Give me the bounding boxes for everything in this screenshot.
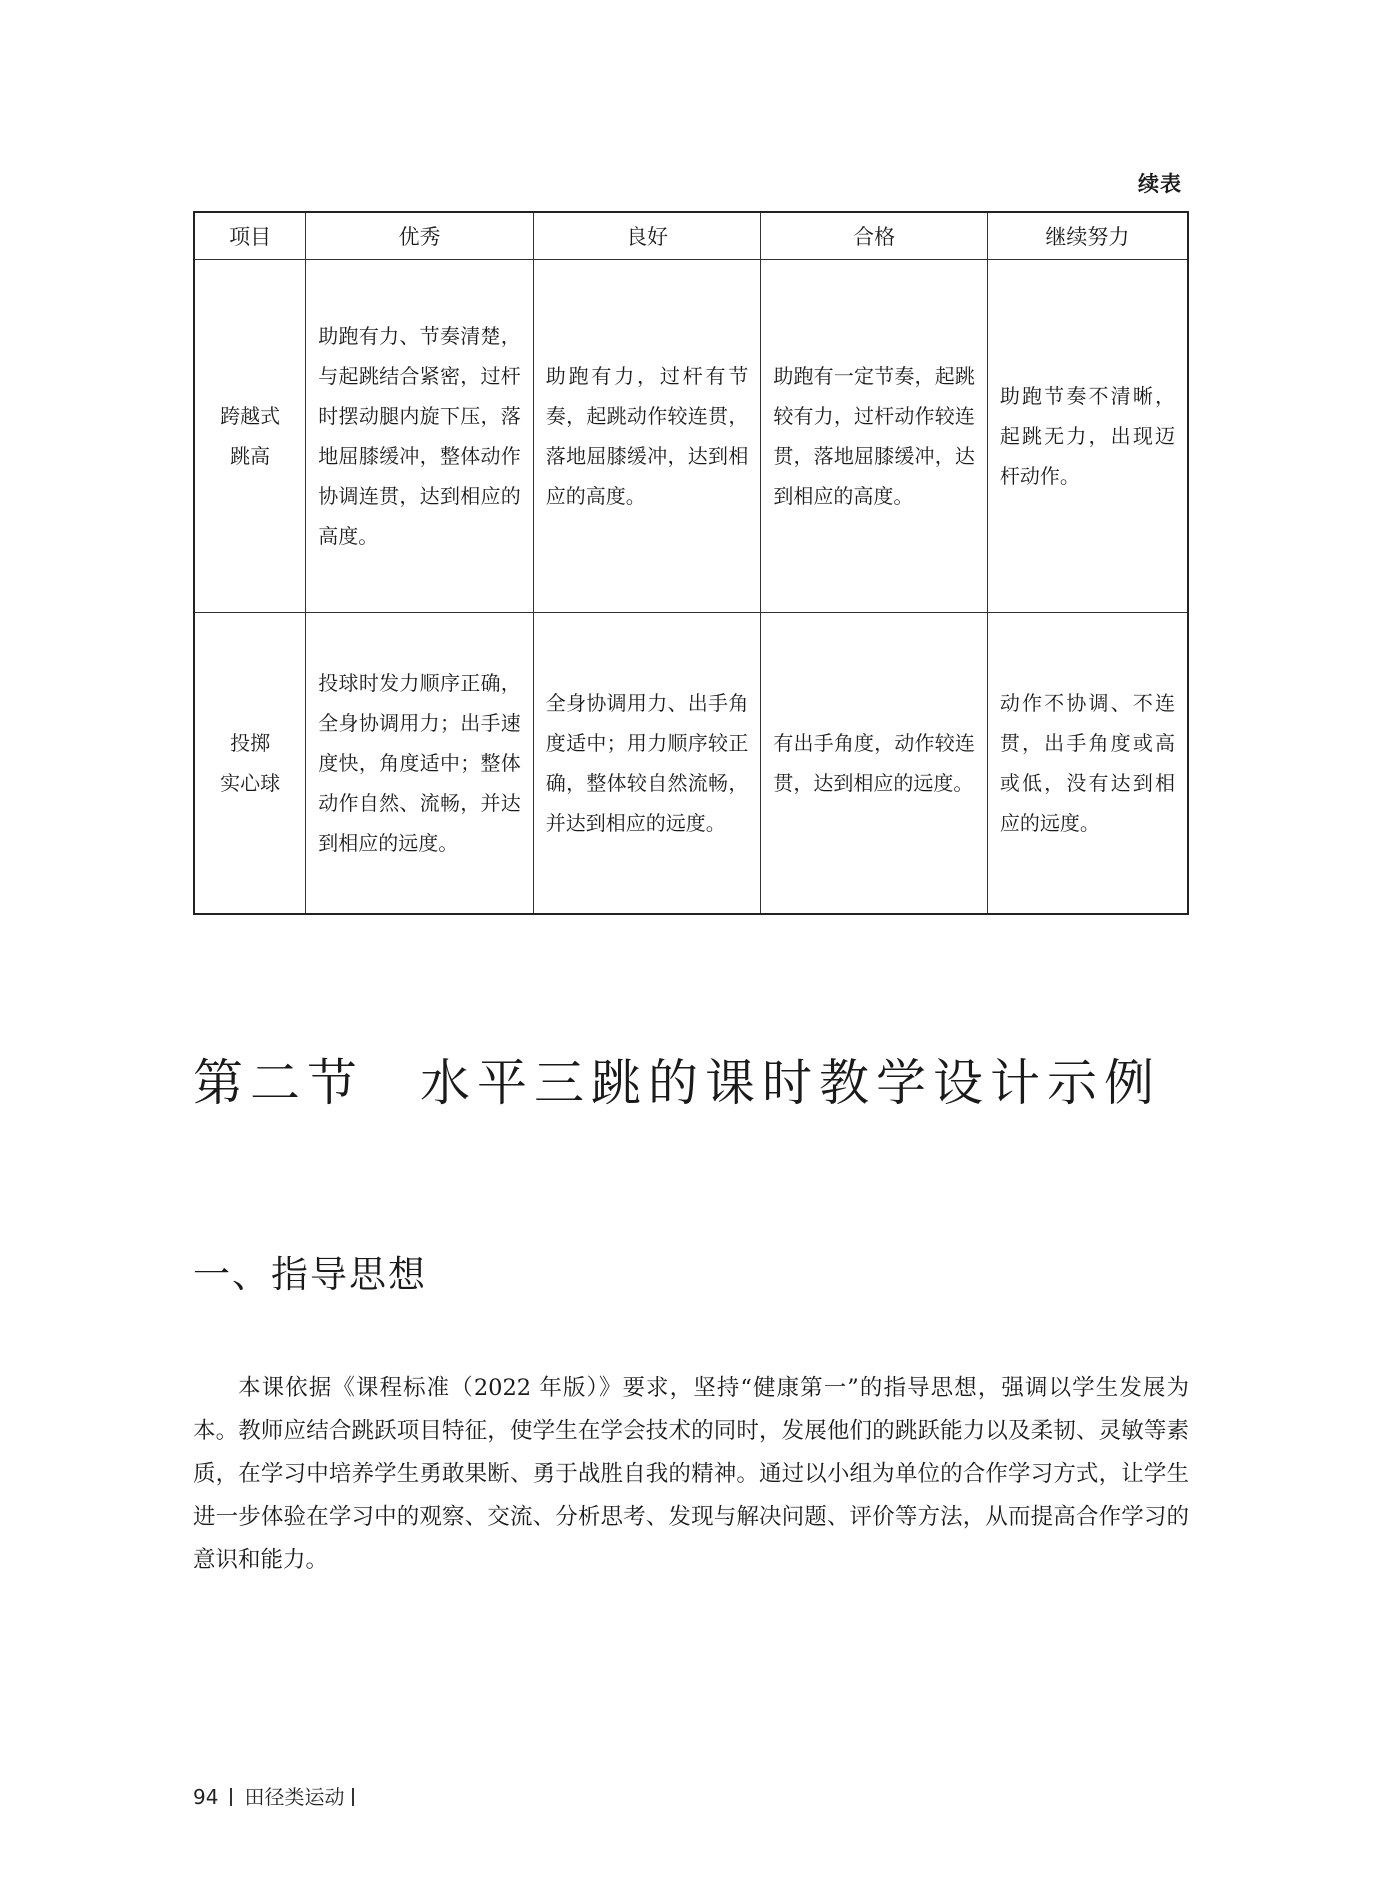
- page-footer: [193, 1781, 354, 1810]
- item-name-line: 跳高: [230, 444, 271, 468]
- header-keep-trying: 继续努力: [987, 212, 1188, 260]
- cell-good: 助跑有力，过杆有节奏，起跳动作较连贯，落地屈膝缓冲，达到相应的高度。: [533, 260, 761, 613]
- item-cell: [194, 260, 306, 613]
- page-number: 94: [193, 1785, 219, 1809]
- assessment-table: [193, 211, 1189, 915]
- item-cell: [194, 613, 306, 915]
- divider-bar: [352, 1788, 354, 1806]
- item-name-line: 投掷: [230, 731, 271, 755]
- section-title: [193, 1043, 1161, 1115]
- cell-good: 全身协调用力、出手角度适中；用力顺序较正确，整体较自然流畅，并达到相应的远度。: [533, 613, 761, 915]
- header-item: 项目: [194, 212, 306, 260]
- table-row: [194, 260, 1188, 613]
- cell-excellent: 投球时发力顺序正确，全身协调用力；出手速度快，角度适中；整体动作自然、流畅，并达到相应的远度。: [306, 613, 534, 915]
- subsection-heading: 一、指导思想: [193, 1253, 427, 1296]
- table-row: [194, 613, 1188, 915]
- item-name-line: 实心球: [220, 771, 281, 795]
- cell-pass: 助跑有一定节奏，起跳较有力，过杆动作较连贯，落地屈膝缓冲，达到相应的高度。: [761, 260, 988, 613]
- section-title-text: 水平三跳的课时教学设计示例: [420, 1054, 1161, 1112]
- cell-keep-trying: 动作不协调、不连贯，出手角度或高或低，没有达到相应的远度。: [987, 613, 1188, 915]
- body-paragraph: 本课依据《课程标准（2022 年版）》要求，坚持“健康第一”的指导思想，强调以学生发展为本。教师应结合跳跃项目特征，使学生在学会技术的同时，发展他们的跳跃能力以及柔韧、灵敏等素质，在学习中培养学生勇敢果断、勇于战胜自我的精神。通过以小组为单位的合作学习方式，让学生进一步体验在学习中的观察、交流、分析思考、发现与解决问题、评价等方法，从而提高合作学习的意识和能力。: [193, 1374, 1189, 1573]
- header-good: 良好: [533, 212, 761, 260]
- cell-keep-trying: 助跑节奏不清晰，起跳无力，出现迈杆动作。: [987, 260, 1188, 613]
- divider-bar: [230, 1788, 232, 1806]
- cell-pass: 有出手角度，动作较连贯，达到相应的远度。: [761, 613, 988, 915]
- table-header-row: [194, 212, 1188, 260]
- continued-table-label: 续表: [1138, 172, 1182, 196]
- section-number: 第二节: [193, 1054, 364, 1112]
- header-pass: 合格: [761, 212, 988, 260]
- item-name-line: 跨越式: [220, 404, 281, 428]
- running-title: 田径类运动: [244, 1785, 345, 1809]
- cell-excellent: 助跑有力、节奏清楚，与起跳结合紧密，过杆时摆动腿内旋下压，落地屈膝缓冲，整体动作协调连贯，达到相应的高度。: [306, 260, 534, 613]
- header-excellent: 优秀: [306, 212, 534, 260]
